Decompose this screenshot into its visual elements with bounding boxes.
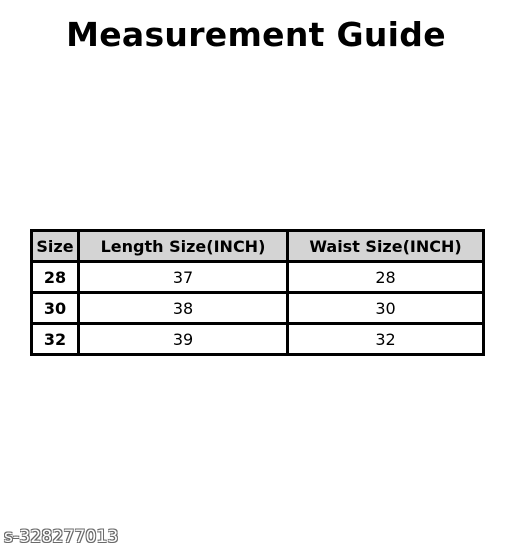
- waist-cell: 30: [288, 293, 484, 324]
- size-cell: 30: [32, 293, 79, 324]
- table-row: [32, 293, 484, 324]
- column-header-size: Size: [32, 231, 79, 262]
- size-cell: 32: [32, 324, 79, 355]
- column-header-waist: Waist Size(INCH): [288, 231, 484, 262]
- length-cell: 39: [79, 324, 288, 355]
- table-header-row: [32, 231, 484, 262]
- table-row: [32, 262, 484, 293]
- waist-cell: 32: [288, 324, 484, 355]
- size-cell: 28: [32, 262, 79, 293]
- length-cell: 37: [79, 262, 288, 293]
- measurement-table: [30, 229, 485, 356]
- watermark-id: s-328277013: [4, 527, 119, 547]
- length-cell: 38: [79, 293, 288, 324]
- column-header-length: Length Size(INCH): [79, 231, 288, 262]
- page-title: Measurement Guide: [66, 15, 446, 54]
- table-row: [32, 324, 484, 355]
- waist-cell: 28: [288, 262, 484, 293]
